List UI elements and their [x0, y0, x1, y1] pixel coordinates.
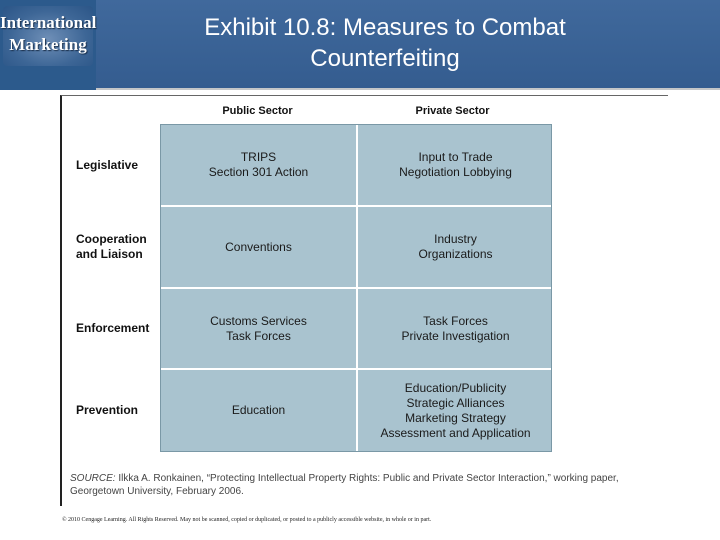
cell-enforcement-public	[161, 289, 356, 368]
cell-line: Input to Trade	[418, 150, 493, 164]
cell-line: Strategic Alliances	[406, 395, 505, 410]
row-label-prevention	[76, 370, 166, 451]
slide-title-line-2: Counterfeiting	[310, 45, 460, 72]
cell-line: Section 301 Action	[208, 165, 309, 179]
cell-line: Industry	[434, 232, 477, 246]
logo-line-1: International	[0, 13, 97, 32]
copyright-notice: © 2010 Cengage Learning. All Rights Reserved. May not be scanned, copied or duplicated, or posted to a publicly accessible website, in whole or in part.	[62, 517, 432, 523]
logo-text	[0, 12, 96, 56]
measures-matrix	[160, 124, 552, 452]
cell-prevention-private	[358, 370, 553, 451]
cell-line: Private Investigation	[401, 328, 510, 343]
row-label-line: Prevention	[76, 403, 139, 417]
source-text: Ilkka A. Ronkainen, “Protecting Intellectual Property Rights: Public and Private Sector Interaction,” working paper, Georgetown University, February 2006.	[70, 473, 619, 497]
cell-line: TRIPS	[240, 150, 277, 164]
cell-line: Negotiation Lobbying	[399, 165, 512, 179]
slide-header	[0, 0, 720, 90]
row-label-cooperation	[76, 207, 166, 287]
row-label-enforcement	[76, 289, 166, 368]
cell-line: Customs Services	[210, 313, 307, 328]
row-label-line: and Liaison	[76, 247, 143, 261]
cell-line: Conventions	[225, 239, 292, 254]
row-label-line: Enforcement	[76, 321, 150, 335]
cell-cooperation-public	[161, 207, 356, 287]
cell-line: Assessment and Application	[380, 425, 531, 440]
cell-prevention-public	[161, 370, 356, 451]
row-label-legislative	[76, 125, 166, 205]
logo-line-2: Marketing	[9, 35, 87, 54]
cell-line: Organizations	[418, 247, 493, 261]
cell-line: Task Forces	[423, 313, 488, 328]
cell-cooperation-private	[358, 207, 553, 287]
source-label: SOURCE:	[70, 473, 116, 484]
header-divider	[96, 88, 720, 90]
slide-title	[150, 12, 620, 74]
column-header-private: Private Sector	[415, 105, 490, 117]
column-header-public: Public Sector	[222, 105, 293, 117]
course-logo	[0, 0, 96, 90]
cell-legislative-private	[358, 125, 553, 205]
slide-title-line-1: Exhibit 10.8: Measures to Combat	[204, 14, 566, 41]
row-label-line: Cooperation	[76, 232, 147, 246]
cell-line: Marketing Strategy	[405, 410, 506, 425]
cell-enforcement-private	[358, 289, 553, 368]
cell-line: Task Forces	[226, 328, 291, 343]
cell-legislative-public	[161, 125, 356, 205]
exhibit-figure	[60, 95, 668, 506]
cell-line: Education/Publicity	[404, 380, 507, 395]
cell-line: Education	[231, 403, 286, 417]
source-citation	[70, 472, 660, 498]
row-label-line: Legislative	[76, 157, 139, 172]
